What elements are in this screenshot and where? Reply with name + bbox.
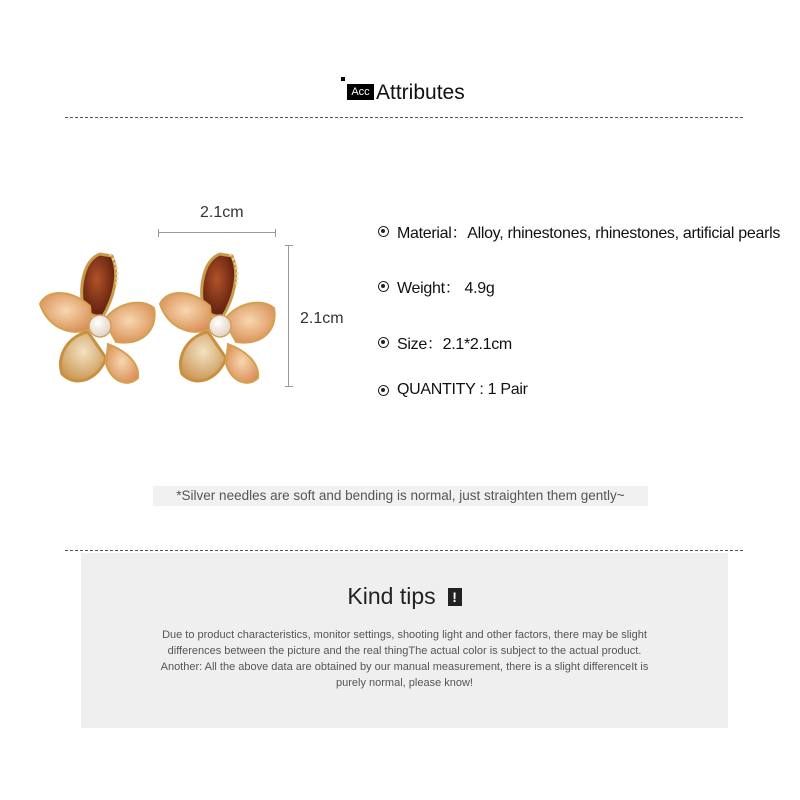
- spec-material: [378, 220, 780, 243]
- silver-needle-note: *Silver needles are soft and bending is normal, just straighten them gently~: [153, 486, 648, 506]
- bullet-icon: [378, 226, 389, 237]
- spec-size-text: Size：2.1*2.1cm: [397, 336, 512, 353]
- kind-tips-header: [81, 583, 728, 610]
- earrings-image: [30, 200, 290, 410]
- kind-tips-body: [111, 627, 698, 691]
- spec-quantity-text: QUANTITY : 1 Pair: [397, 381, 528, 398]
- bottom-divider: [65, 550, 743, 551]
- bullet-icon: [378, 385, 389, 396]
- tips-line: Another: All the above data are obtained by our manual measurement, there is a slight differenceIt is: [160, 661, 649, 673]
- tips-line: Due to product characteristics, monitor settings, shooting light and other factors, there may be slight: [162, 629, 647, 641]
- top-divider: [65, 117, 743, 118]
- spec-weight-text: Weight： 4.9g: [397, 280, 495, 297]
- spec-weight: [378, 275, 495, 298]
- tips-line: differences between the picture and the real thingThe actual color is subject to the actual product.: [167, 645, 642, 657]
- section-badge: Acc: [347, 84, 374, 100]
- badge-dot: [341, 77, 345, 81]
- earring-left: [40, 254, 155, 383]
- bullet-icon: [378, 281, 389, 292]
- earring-right: [160, 254, 275, 383]
- exclamation-icon: !: [448, 588, 462, 606]
- tips-line: purely normal, please know!: [336, 677, 473, 689]
- spec-size: [378, 331, 512, 354]
- section-title: Attributes: [376, 81, 465, 104]
- section-header: [0, 76, 800, 116]
- width-dimension-label: 2.1cm: [200, 204, 244, 221]
- product-illustration: [30, 200, 370, 410]
- height-dimension-label: 2.1cm: [300, 310, 344, 327]
- bullet-icon: [378, 337, 389, 348]
- spec-material-text: Material：Alloy, rhinestones, rhinestones, artificial pearls: [397, 225, 781, 242]
- kind-tips-title: Kind tips: [347, 583, 436, 609]
- spec-quantity: [378, 381, 528, 399]
- kind-tips-box: [81, 553, 728, 728]
